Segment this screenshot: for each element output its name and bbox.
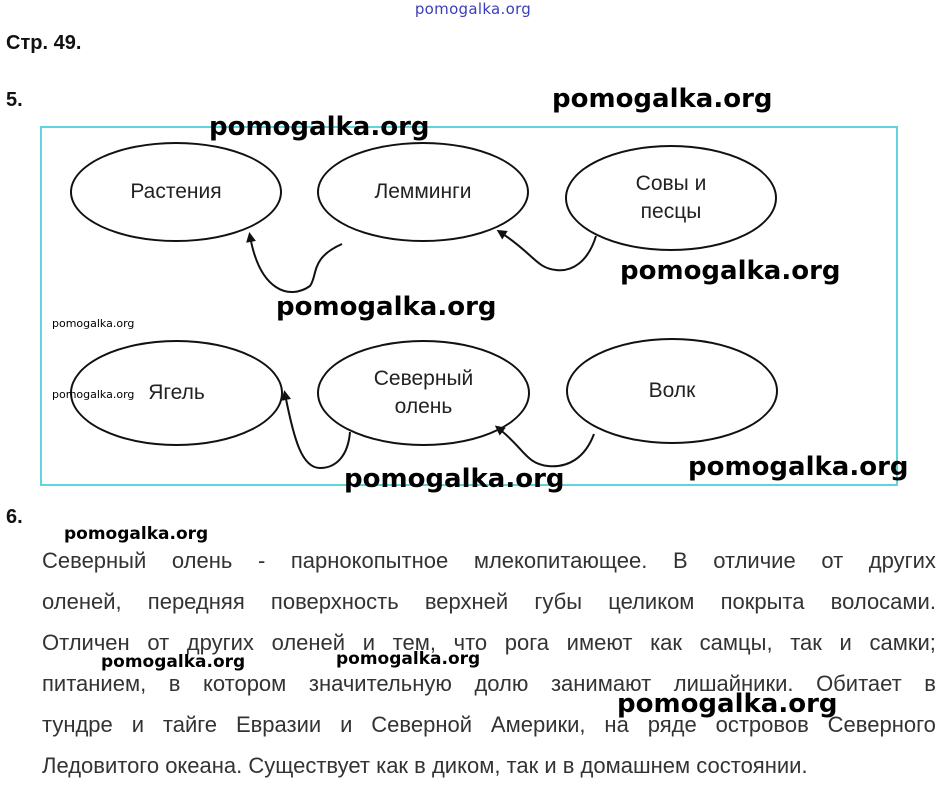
node-wolf-label: Волк [648, 379, 696, 402]
watermark: pomogalka.org [209, 112, 430, 142]
node-owls-foxes [565, 145, 777, 251]
node-reindeer [317, 340, 530, 446]
node-lemmings-label: Лемминги [374, 180, 472, 203]
watermark: pomogalka.org [52, 317, 135, 330]
watermark: pomogalka.org [336, 649, 481, 669]
paragraph-line: оленей, передняя поверхность верхней губы целиком покрыта волосами. [42, 589, 936, 614]
node-lemmings [317, 142, 529, 242]
task-6-number: 6. [6, 506, 23, 528]
watermark: pomogalka.org [552, 84, 773, 114]
paragraph-last-line: Ледовитого океана. Существует как в диком, так и в домашнем состоянии. [42, 753, 808, 778]
node-reindeer-label: Северный олень [373, 367, 474, 418]
node-wolf [566, 338, 778, 444]
paragraph-line: тундре и тайге Евразии и Северной Америки, на ряде островов Северного [42, 712, 936, 737]
node-lichen-label: Ягель [148, 381, 205, 404]
watermark: pomogalka.org [64, 524, 209, 544]
paragraph-line: Отличен от других оленей и тем, что рога имеют как самцы, так и самки; [42, 630, 936, 655]
watermark: pomogalka.org [344, 464, 565, 494]
node-plants [70, 142, 282, 242]
paragraph-line [42, 745, 936, 786]
watermark: pomogalka.org [276, 292, 497, 322]
watermark: pomogalka.org [52, 388, 135, 401]
page-label: Стр. 49. [6, 32, 82, 54]
paragraph-line: Северный олень - парнокопытное млекопитающее. В отличие от других [42, 548, 936, 573]
site-watermark-top: pomogalka.org [414, 0, 532, 18]
watermark: pomogalka.org [617, 689, 838, 719]
watermark: pomogalka.org [101, 652, 246, 672]
task-5-number: 5. [6, 89, 23, 111]
watermark: pomogalka.org [688, 452, 909, 482]
node-plants-label: Растения [130, 180, 222, 203]
paragraph-line: питанием, в котором значительную долю занимают лишайники. Обитает в [42, 671, 936, 696]
watermark: pomogalka.org [620, 256, 841, 286]
node-owls-foxes-label: Совы и песцы [635, 172, 707, 223]
